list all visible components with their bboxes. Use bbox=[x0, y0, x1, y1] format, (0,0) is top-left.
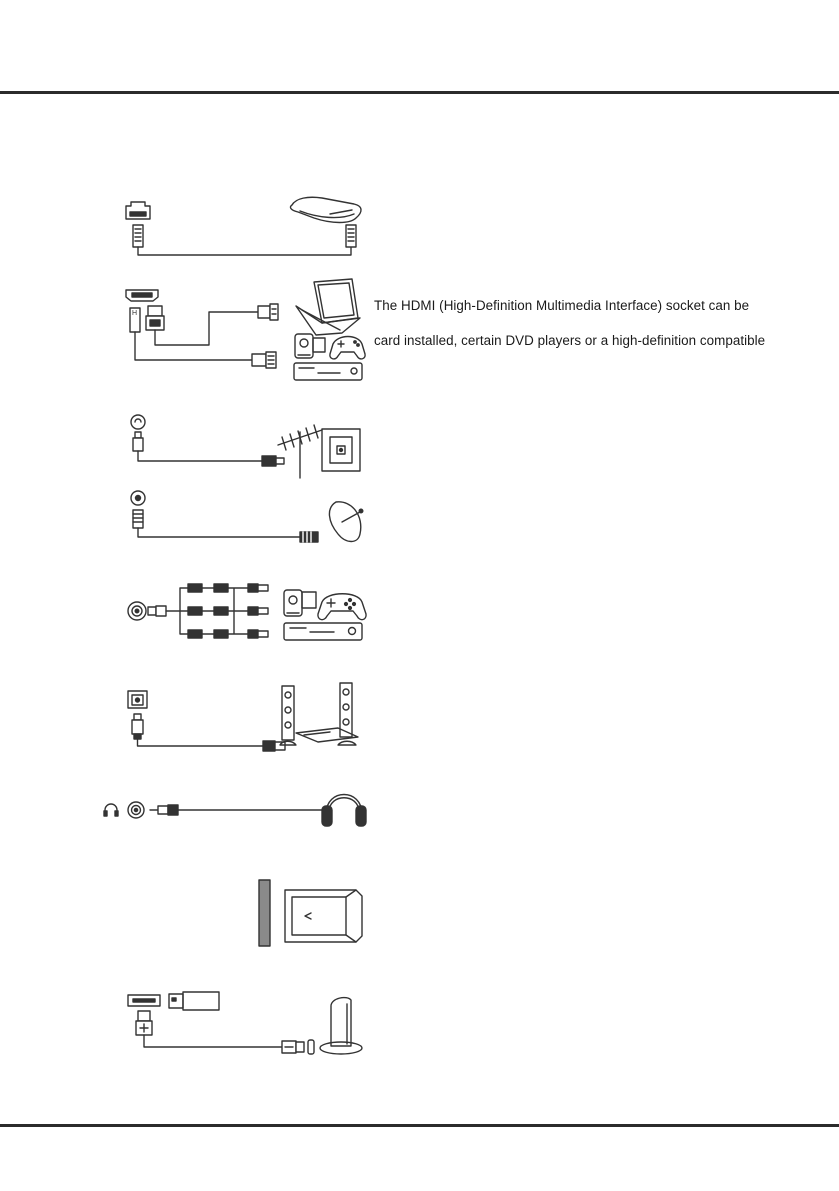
lan-connection-diagram bbox=[126, 197, 361, 255]
ethernet-port-icon bbox=[126, 202, 150, 219]
av-connection-diagram bbox=[128, 584, 366, 640]
dvi-plug bbox=[146, 306, 164, 330]
hdmi-connector-icon bbox=[252, 352, 276, 368]
av-splitter-cables-right bbox=[228, 588, 248, 634]
usb-plug bbox=[136, 1011, 152, 1035]
av-plug bbox=[148, 606, 166, 616]
spdif-connection-diagram bbox=[128, 683, 358, 751]
camcorder-icon bbox=[284, 590, 316, 616]
antenna-icon bbox=[278, 425, 322, 478]
headphones-icon bbox=[322, 795, 366, 827]
wall-socket-icon bbox=[322, 429, 360, 471]
ci-slot-icon bbox=[259, 880, 270, 946]
dvd-player-icon bbox=[294, 363, 362, 380]
rca-connectors bbox=[248, 584, 268, 638]
hdmi-connection-diagram bbox=[126, 279, 365, 380]
rca-cables bbox=[188, 584, 228, 638]
spdif-plug bbox=[132, 714, 143, 739]
hdmi-port-icon bbox=[126, 290, 158, 301]
antenna-plug bbox=[133, 432, 143, 451]
headphone-jack-icon bbox=[128, 802, 144, 818]
paragraph-line-2: card installed, certain DVD players or a high-definition compatible bbox=[374, 333, 766, 348]
ci-card-icon bbox=[285, 890, 362, 942]
usb-connection-diagram bbox=[128, 992, 362, 1054]
hdmi-cable bbox=[135, 332, 252, 360]
antenna-connection-diagram bbox=[131, 415, 360, 478]
satellite-dish-icon bbox=[329, 502, 362, 542]
lan-cable bbox=[138, 247, 351, 255]
satellite-cable bbox=[138, 528, 300, 537]
laptop-icon bbox=[296, 279, 360, 335]
antenna-port-icon bbox=[131, 415, 145, 429]
hdmi-plug bbox=[130, 308, 140, 332]
game-controller-icon bbox=[318, 594, 366, 620]
router-icon bbox=[290, 197, 361, 222]
usb-cable bbox=[144, 1035, 282, 1047]
mini-usb-icon bbox=[308, 1040, 314, 1054]
satellite-port-icon bbox=[131, 491, 145, 505]
ethernet-plug-left bbox=[133, 225, 143, 247]
satellite-plug bbox=[133, 510, 143, 528]
spdif-cable bbox=[138, 739, 264, 746]
antenna-cable bbox=[138, 451, 262, 461]
svg-text:H: H bbox=[132, 310, 138, 317]
satellite-connection-diagram bbox=[131, 491, 363, 542]
av-port-icon bbox=[128, 602, 146, 620]
camcorder-icon bbox=[295, 334, 325, 358]
satellite-connector bbox=[300, 532, 318, 542]
speaker-system-icon bbox=[280, 683, 358, 745]
game-controller-icon bbox=[330, 337, 365, 359]
ethernet-plug-right bbox=[346, 225, 356, 247]
paragraph-line-1: The HDMI (High-Definition Multimedia Interface) socket can be bbox=[374, 298, 750, 313]
antenna-connector bbox=[262, 456, 284, 466]
usb-connector bbox=[282, 1041, 304, 1053]
dvd-player-icon bbox=[284, 623, 362, 640]
spdif-port-icon bbox=[128, 691, 147, 708]
av-splitter-cables-left bbox=[166, 588, 188, 634]
headphone-connection-diagram bbox=[104, 795, 366, 827]
headphone-symbol-icon bbox=[104, 804, 118, 816]
dvi-cable bbox=[155, 312, 258, 345]
hard-drive-icon bbox=[320, 998, 362, 1054]
usb-port-icon bbox=[128, 995, 160, 1006]
ci-connection-diagram bbox=[259, 880, 362, 946]
headphone-plug bbox=[150, 805, 178, 815]
dvi-connector-icon bbox=[258, 304, 278, 320]
usb-stick-icon bbox=[169, 992, 219, 1010]
